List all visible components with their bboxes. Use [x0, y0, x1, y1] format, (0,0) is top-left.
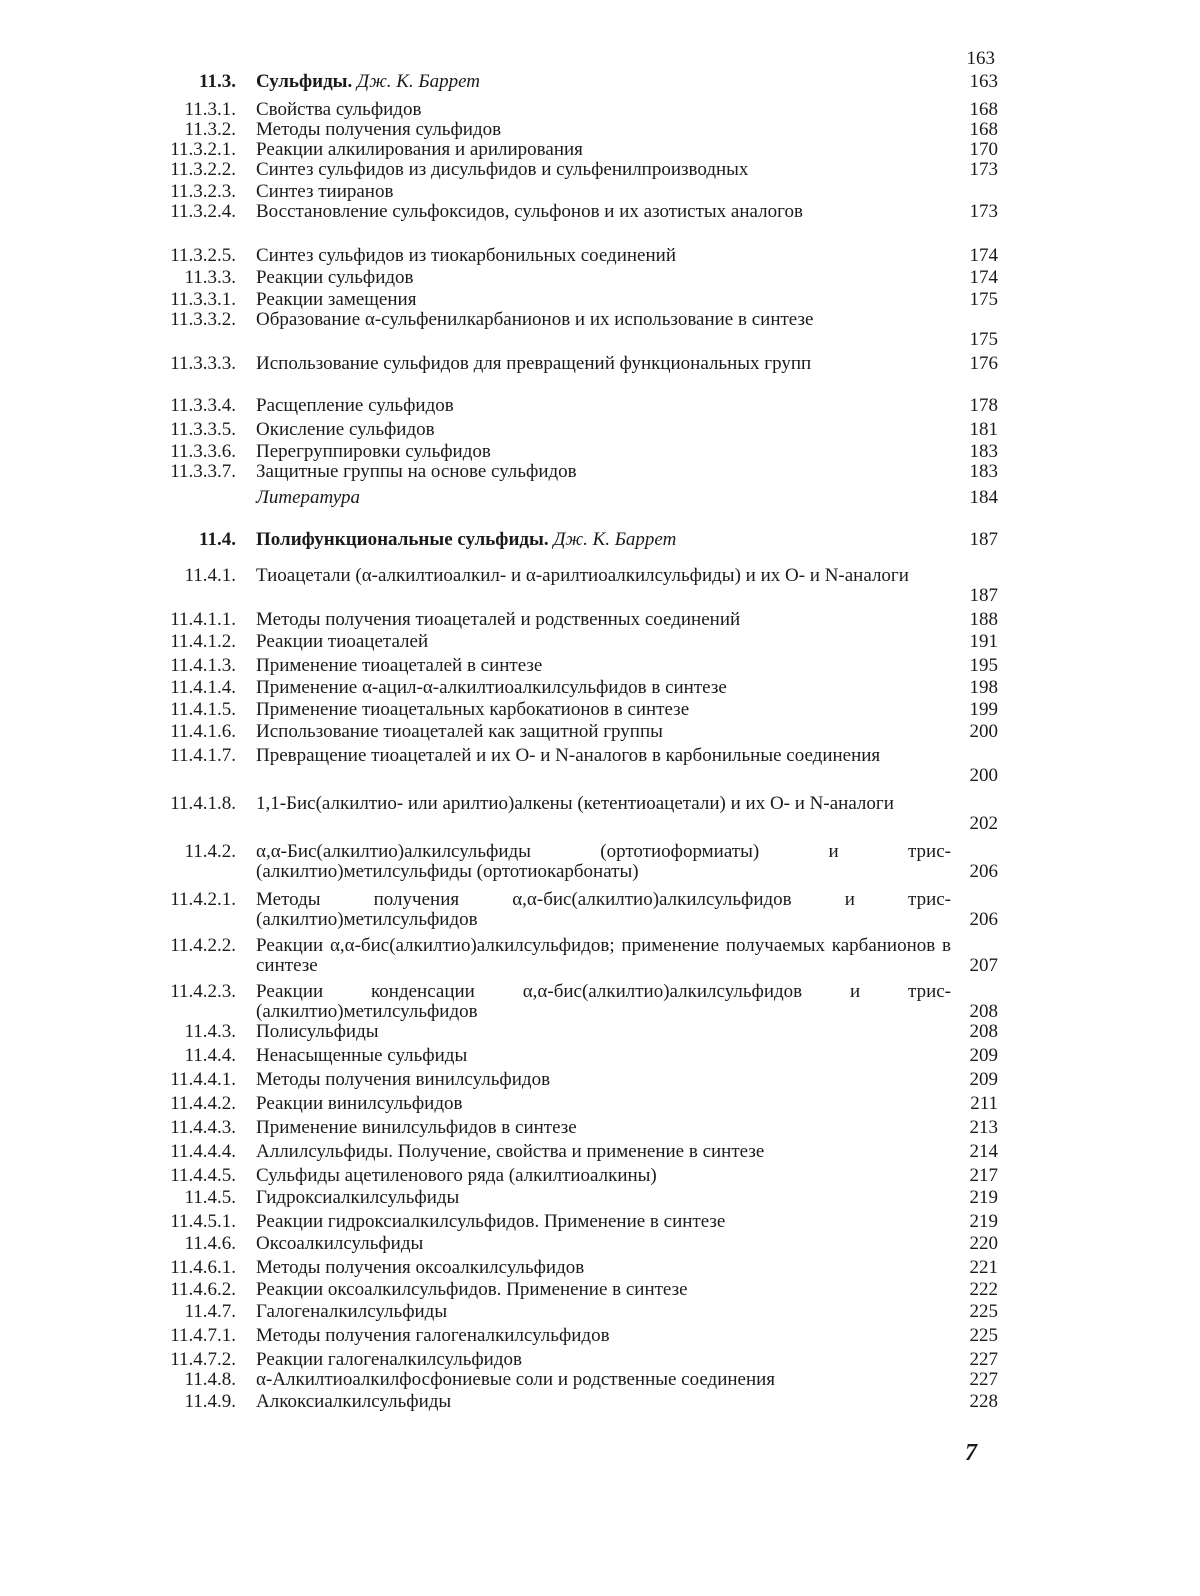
toc-entry-title [256, 396, 951, 416]
toc-entry [128, 160, 998, 180]
toc-entry-title-text: Использование сульфидов для превращений функциональных групп [256, 353, 812, 374]
toc-entry-number: 11.4.4.1. [170, 1069, 236, 1090]
toc-entry-title [256, 420, 951, 440]
toc-entry-title [256, 462, 951, 482]
toc-entry [128, 746, 998, 786]
toc-entry [128, 396, 998, 416]
toc-entry-page: 221 [969, 1257, 998, 1278]
toc-entry-page: 173 [969, 201, 998, 222]
toc-entry-title-text: Методы получения тиоацеталей и родственных соединений [256, 609, 741, 630]
toc-entry-number: 11.4.1.1. [170, 609, 236, 630]
toc-entry-page: 168 [969, 99, 998, 120]
toc-entry-title-text: Перегруппировки сульфидов [256, 441, 491, 462]
toc-entry-number: 11.4.4.3. [170, 1117, 236, 1138]
toc-entry [128, 310, 998, 350]
toc-entry [128, 1166, 998, 1186]
toc-entry-title-text: Синтез тииранов [256, 181, 394, 202]
toc-entry-title-text: Образование α-сульфенилкарбанионов и их использование в синтезе [256, 309, 814, 330]
toc-entry-title [256, 120, 951, 140]
toc-entry [128, 1234, 998, 1254]
toc-entry-title [256, 72, 951, 92]
toc-entry-title [256, 1046, 951, 1066]
toc-entry-page: 191 [969, 631, 998, 652]
toc-entry-title [256, 794, 951, 814]
toc-entry-title-text: α-Алкилтиоалкилфосфониевые соли и родственные соединения [256, 1369, 776, 1390]
toc-entry [128, 1046, 998, 1066]
toc-entry-title [256, 656, 951, 676]
toc-entry-title [256, 678, 951, 698]
toc-entry-title [256, 246, 951, 266]
toc-entry-title [256, 982, 951, 1022]
toc-entry-title-text: Ненасыщенные сульфиды [256, 1045, 468, 1066]
toc-entry-number: 11.4.1.7. [170, 745, 236, 766]
toc-entry-title [256, 100, 951, 120]
toc-entry-number: 11.4.9. [184, 1391, 236, 1412]
toc-entry-number: 11.3.3.7. [170, 461, 236, 482]
toc-entry-title-text: Реакции винилсульфидов [256, 1093, 463, 1114]
toc-entry-title-text: Расщепление сульфидов [256, 395, 454, 416]
toc-entry-title [256, 442, 951, 462]
toc-entry-title-text: Реакции α,α-бис(алкилтио)алкилсульфидов; применение получаемых карбанионов в синтезе [256, 935, 951, 976]
toc-entry-title [256, 1118, 951, 1138]
toc-entry [128, 610, 998, 630]
toc-entry-title-text: Литература [256, 487, 360, 508]
toc-entry-title-text: Реакции тиоацеталей [256, 631, 429, 652]
toc-entry-number: 11.4.4.5. [170, 1165, 236, 1186]
toc-entry-page: 184 [969, 487, 998, 508]
toc-entry-number: 11.4.7.1. [170, 1325, 236, 1346]
toc-entry [128, 246, 998, 266]
toc-entry-title-text: Реакции замещения [256, 289, 417, 310]
toc-entry-page: 178 [969, 395, 998, 416]
toc-entry-title-text: Тиоацетали (α-алкилтиоалкил- и α-арилтиоалкилсульфиды) и их О- и N-аналоги [256, 565, 909, 586]
toc-entry-title-text: Реакции галогеналкилсульфидов [256, 1349, 522, 1370]
toc-entry-page: 175 [969, 289, 998, 310]
toc-entry-page: 209 [969, 1045, 998, 1066]
toc-entry-page: 170 [969, 139, 998, 160]
toc-entry-number: 11.3.2.1. [170, 139, 236, 160]
toc-entry-number: 11.3.3.2. [170, 309, 236, 330]
toc-entry [128, 1326, 998, 1346]
toc-entry-page: 187 [969, 585, 998, 606]
toc-entry-page: 163 [969, 71, 998, 92]
page-number: 7 [965, 1440, 977, 1466]
toc-entry-number: 11.4.1.5. [170, 699, 236, 720]
toc-entry-title [256, 1094, 951, 1114]
toc-entry-page: 209 [969, 1069, 998, 1090]
toc-entry-page: 219 [969, 1211, 998, 1232]
toc-entry-page: 207 [969, 955, 998, 976]
toc-entry-title [256, 632, 951, 652]
toc-entry [128, 420, 998, 440]
toc-entry-page: 222 [969, 1279, 998, 1300]
toc-entry [128, 354, 998, 374]
toc-entry [128, 678, 998, 698]
toc-entry-page: 183 [969, 441, 998, 462]
toc-entry-title-text: Свойства сульфидов [256, 99, 422, 120]
toc-entry [128, 182, 998, 202]
toc-entry [128, 290, 998, 310]
toc-entry-page: 206 [969, 861, 998, 882]
toc-entry-number: 11.3.2.4. [170, 201, 236, 222]
toc-entry-title [256, 488, 951, 508]
toc-entry-number: 11.4.1.2. [170, 631, 236, 652]
toc-entry-title [256, 1258, 951, 1278]
toc-entry-title [256, 530, 951, 550]
toc-entry [128, 632, 998, 652]
toc-entry-number: 11.3.3.6. [170, 441, 236, 462]
toc-entry-number: 11.3.2.5. [170, 245, 236, 266]
toc-entry-title [256, 182, 951, 202]
toc-entry-number: 11.4.7. [184, 1301, 236, 1322]
toc-entry-title [256, 1212, 951, 1232]
toc-entry [128, 268, 998, 288]
toc-entry-title [256, 1188, 951, 1208]
toc-entry-title-text: Оксоалкилсульфиды [256, 1233, 424, 1254]
toc-entry-title-text: Сульфиды ацетиленового ряда (алкилтиоалкины) [256, 1165, 657, 1186]
toc-entry-number: 11.4.2.3. [170, 981, 236, 1002]
toc-entry-title [256, 160, 951, 180]
toc-entry-page: 174 [969, 267, 998, 288]
toc-entry-page: 195 [969, 655, 998, 676]
toc-entry-author: Дж. К. Баррет [553, 529, 677, 550]
toc-entry-page: 202 [969, 813, 998, 834]
toc-entry [128, 120, 998, 140]
toc-entry-number: 11.4.4. [184, 1045, 236, 1066]
toc-entry-page: 225 [969, 1325, 998, 1346]
toc-entry-number: 11.4.1.8. [170, 793, 236, 814]
toc-entry-title-text: Синтез сульфидов из дисульфидов и сульфенилпроизводных [256, 159, 749, 180]
toc-entry-title [256, 1280, 951, 1300]
toc-entry-title-text: Применение тиоацетальных карбокатионов в синтезе [256, 699, 690, 720]
toc-entry [128, 1142, 998, 1162]
toc-entry [128, 100, 998, 120]
toc-entry-page: 213 [969, 1117, 998, 1138]
toc-entry-title-text: Защитные группы на основе сульфидов [256, 461, 577, 482]
toc-section-heading [128, 530, 998, 550]
toc-entry-number: 11.3.3.3. [170, 353, 236, 374]
toc-entry-title [256, 1142, 951, 1162]
toc-entry-title-text: Превращение тиоацеталей и их О- и N-аналогов в карбонильные соединения [256, 745, 881, 766]
toc-entry-number: 11.4.4.4. [170, 1141, 236, 1162]
toc-entry [128, 700, 998, 720]
toc-entry-title [256, 354, 951, 374]
toc-entry-title-text: Алкоксиалкилсульфиды [256, 1391, 452, 1412]
toc-entry-title-text: Методы получения винилсульфидов [256, 1069, 551, 1090]
toc-entry-number: 11.3.3.1. [170, 289, 236, 310]
toc-entry-title-text: Окисление сульфидов [256, 419, 435, 440]
toc-entry-title-text: Гидроксиалкилсульфиды [256, 1187, 460, 1208]
toc-entry [128, 1280, 998, 1300]
toc-entry-title-text: Методы получения α,α-бис(алкилтио)алкилсульфидов и трис-(алкилтио)метилсульфидов [256, 889, 951, 930]
toc-entry-number: 11.4.6.1. [170, 1257, 236, 1278]
toc-entry-page: 188 [969, 609, 998, 630]
toc-entry-title-text: Аллилсульфиды. Получение, свойства и применение в синтезе [256, 1141, 765, 1162]
toc-entry-title [256, 722, 951, 742]
toc-entry [128, 1258, 998, 1278]
toc-entry [128, 566, 998, 606]
toc-entry [128, 794, 998, 834]
toc-entry-number: 11.3. [199, 71, 236, 92]
toc-entry-page: 173 [969, 159, 998, 180]
toc-entry-page: 227 [969, 1349, 998, 1370]
toc-entry-title [256, 1302, 951, 1322]
toc-entry-author: Дж. К. Баррет [357, 71, 481, 92]
toc-entry-page: 187 [969, 529, 998, 550]
toc-entry [128, 656, 998, 676]
toc-entry-page: 220 [969, 1233, 998, 1254]
toc-entry [128, 202, 998, 222]
toc-entry [128, 890, 998, 930]
toc-entry-title-text: Применение тиоацеталей в синтезе [256, 655, 543, 676]
toc-entry-number: 11.3.2.3. [170, 181, 236, 202]
toc-entry-title-text: Полифункциональные сульфиды. [256, 529, 549, 550]
toc-entry [128, 442, 998, 462]
toc-entry-number: 11.4.6.2. [170, 1279, 236, 1300]
toc-entry-number: 11.4.1.6. [170, 721, 236, 742]
toc-entry-page: 217 [969, 1165, 998, 1186]
toc-entry-title [256, 1326, 951, 1346]
toc-entry-title-text: Реакции гидроксиалкилсульфидов. Применение в синтезе [256, 1211, 726, 1232]
toc-entry-title-text: Реакции конденсации α,α-бис(алкилтио)алкилсульфидов и трис-(алкилтио)метилсульфидов [256, 981, 951, 1022]
toc-entry-number: 11.4.3. [184, 1021, 236, 1042]
toc-entry-title [256, 1234, 951, 1254]
toc-entry [128, 1212, 998, 1232]
toc-section-heading [128, 72, 998, 92]
toc-entry [128, 722, 998, 742]
toc-entry-title-text: Реакции сульфидов [256, 267, 414, 288]
toc-entry-page: 200 [969, 765, 998, 786]
toc-entry-title-text: Синтез сульфидов из тиокарбонильных соединений [256, 245, 676, 266]
toc-entry-title [256, 290, 951, 310]
toc-entry [128, 1350, 998, 1370]
toc-entry-title-text: Полисульфиды [256, 1021, 379, 1042]
toc-entry-title-text: Реакции алкилирования и арилирования [256, 139, 583, 160]
toc-entry-number: 11.4.1.4. [170, 677, 236, 698]
toc-entry [128, 1070, 998, 1090]
toc-entry-title-text: Восстановление сульфоксидов, сульфонов и их азотистых аналогов [256, 201, 803, 222]
toc-entry [128, 936, 998, 976]
toc-entry [128, 1392, 998, 1412]
toc-entry-title [256, 1070, 951, 1090]
toc-entry-number: 11.4.2. [184, 841, 236, 862]
toc-entry-page: 211 [970, 1093, 998, 1114]
toc-entry-page: 183 [969, 461, 998, 482]
toc-entry-title [256, 1350, 951, 1370]
toc-entry-title-text: Методы получения оксоалкилсульфидов [256, 1257, 585, 1278]
toc-entry-title-text: Сульфиды. [256, 71, 353, 92]
carryover-page-number: 163 [966, 48, 995, 69]
toc-entry-number: 11.4. [199, 529, 236, 550]
toc-entry-title-text: Галогеналкилсульфиды [256, 1301, 448, 1322]
toc-entry [128, 140, 998, 160]
toc-entry-title-text: Реакции оксоалкилсульфидов. Применение в синтезе [256, 1279, 688, 1300]
toc-entry-page: 198 [969, 677, 998, 698]
toc-entry-title [256, 310, 951, 330]
toc-entry-title-text: Методы получения сульфидов [256, 119, 502, 140]
toc-entry [128, 842, 998, 882]
toc-entry-number: 11.3.2. [184, 119, 236, 140]
toc-entry [128, 1188, 998, 1208]
toc-entry-number: 11.3.3. [184, 267, 236, 288]
toc-entry [128, 982, 998, 1022]
toc-entry-title-text: Применение винилсульфидов в синтезе [256, 1117, 577, 1138]
toc-entry-page: 175 [969, 329, 998, 350]
toc-entry-page: 174 [969, 245, 998, 266]
toc-entry-number: 11.4.4.2. [170, 1093, 236, 1114]
toc-entry-number: 11.4.8. [184, 1369, 236, 1390]
toc-entry-title [256, 1392, 951, 1412]
toc-entry-page: 228 [969, 1391, 998, 1412]
toc-entry-number: 11.3.3.5. [170, 419, 236, 440]
toc-entry-page: 181 [969, 419, 998, 440]
toc-entry-title-text: Применение α-ацил-α-алкилтиоалкилсульфидов в синтезе [256, 677, 727, 698]
toc-entry-number: 11.4.5.1. [170, 1211, 236, 1232]
toc-entry-number: 11.4.1. [184, 565, 236, 586]
toc-entry-title [256, 936, 951, 976]
toc-entry [128, 1118, 998, 1138]
toc-entry-page: 200 [969, 721, 998, 742]
toc-entry [128, 1370, 998, 1390]
toc-entry-number: 11.3.2.2. [170, 159, 236, 180]
toc-entry-title [256, 890, 951, 930]
toc-entry-title [256, 842, 951, 882]
toc-entry-page: 208 [969, 1021, 998, 1042]
toc-entry-page: 176 [969, 353, 998, 374]
toc-entry-title-text: 1,1-Бис(алкилтио- или арилтио)алкены (кетентиоацетали) и их О- и N-аналоги [256, 793, 894, 814]
toc-entry-title-text: Использование тиоацеталей как защитной группы [256, 721, 663, 742]
toc-entry-title [256, 140, 951, 160]
toc-entry-number: 11.4.6. [184, 1233, 236, 1254]
toc-entry-number: 11.3.1. [184, 99, 236, 120]
toc-entry-title [256, 1166, 951, 1186]
toc-entry [128, 462, 998, 482]
toc-literature-entry [128, 488, 998, 508]
toc-entry-page: 206 [969, 909, 998, 930]
toc-entry-page: 227 [969, 1369, 998, 1390]
toc-entry-page: 168 [969, 119, 998, 140]
toc-entry-title [256, 566, 951, 586]
toc-entry-title-text: Методы получения галогеналкилсульфидов [256, 1325, 610, 1346]
toc-entry-page: 219 [969, 1187, 998, 1208]
toc-entry-number: 11.4.7.2. [170, 1349, 236, 1370]
toc-entry-number: 11.3.3.4. [170, 395, 236, 416]
toc-entry-page: 199 [969, 699, 998, 720]
toc-entry [128, 1302, 998, 1322]
toc-entry-title [256, 700, 951, 720]
toc-entry-page: 225 [969, 1301, 998, 1322]
toc-entry-title [256, 268, 951, 288]
toc-entry-page: 208 [969, 1001, 998, 1022]
toc-entry-number: 11.4.5. [184, 1187, 236, 1208]
toc-entry-number: 11.4.2.1. [170, 889, 236, 910]
toc-entry-title [256, 746, 951, 766]
toc-entry-title [256, 1370, 951, 1390]
toc-entry [128, 1022, 998, 1042]
toc-entry-title-text: α,α-Бис(алкилтио)алкилсульфиды (ортотиоформиаты) и трис-(алкилтио)метилсульфиды (ортотиокарбонаты) [256, 841, 951, 882]
toc-entry-title [256, 610, 951, 630]
toc-entry [128, 1094, 998, 1114]
toc-entry-title [256, 1022, 951, 1042]
toc-entry-title [256, 202, 951, 222]
toc-entry-page: 214 [969, 1141, 998, 1162]
toc-entry-number: 11.4.1.3. [170, 655, 236, 676]
toc-entry-number: 11.4.2.2. [170, 935, 236, 956]
